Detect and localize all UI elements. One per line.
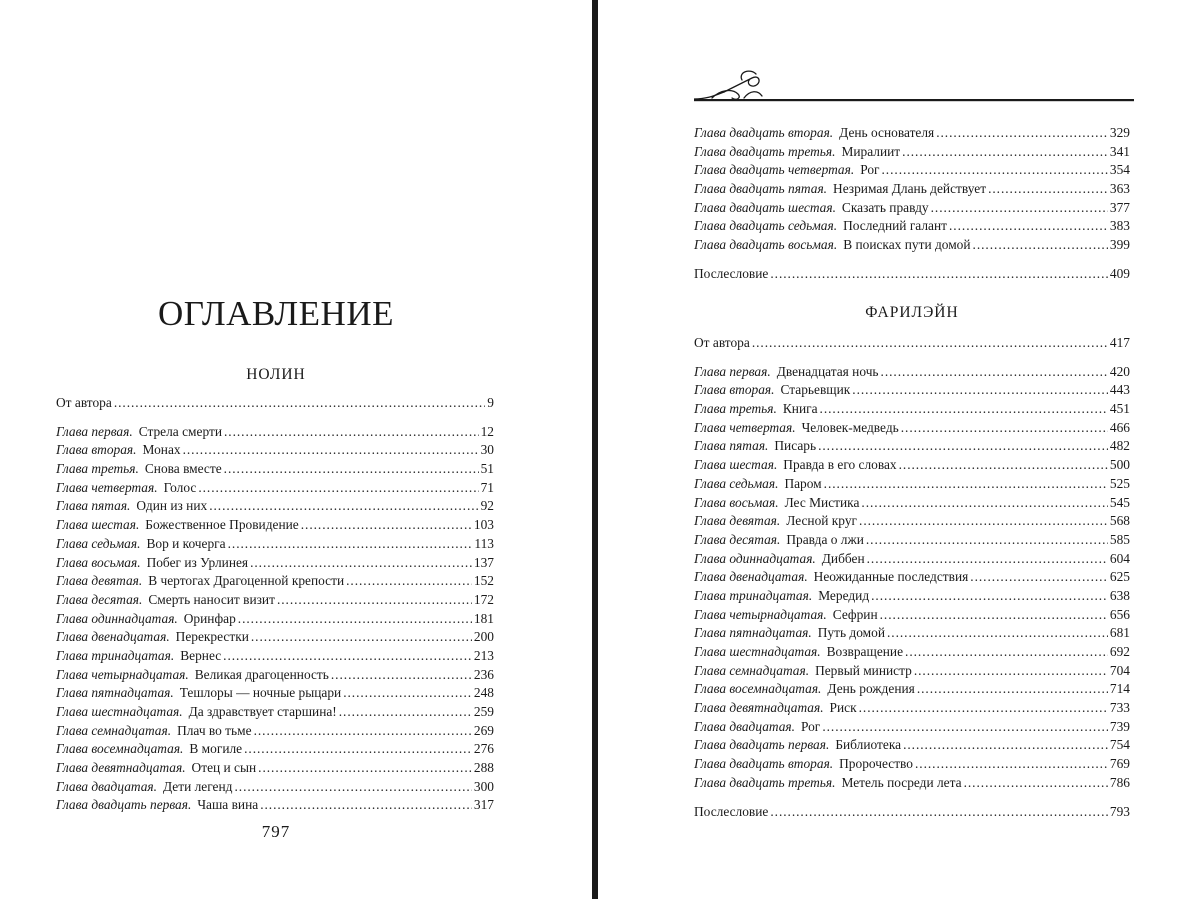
chapter-number: Глава двадцать четвертая. xyxy=(694,162,855,178)
chapter-number: Глава четвертая. xyxy=(56,479,158,495)
chapter-number: Глава первая. xyxy=(56,423,133,439)
chapter-page: 656 xyxy=(1109,606,1130,622)
toc-chapter-entry xyxy=(694,587,1130,606)
chapter-page: 341 xyxy=(1109,143,1130,159)
leader-dots xyxy=(988,180,1108,199)
chapter-number: Глава вторая. xyxy=(56,442,137,458)
chapter-title: В поисках пути домой xyxy=(843,237,971,253)
leader-dots xyxy=(964,774,1108,793)
toc-chapter-entry xyxy=(694,381,1130,400)
chapter-number: Глава двадцать вторая. xyxy=(694,125,834,140)
leader-dots xyxy=(223,647,472,666)
leader-dots xyxy=(914,662,1108,681)
chapter-number: Глава десятая. xyxy=(694,531,781,547)
leader-dots xyxy=(859,699,1108,718)
chapter-title: Вор и кочерга xyxy=(146,535,226,551)
toc-chapter-entry xyxy=(694,755,1130,774)
chapter-page: 525 xyxy=(1109,475,1130,491)
chapter-title: Человек-медведь xyxy=(801,419,899,435)
chapter-number: Глава четырнадцатая. xyxy=(56,666,189,682)
toc-chapter-entry xyxy=(694,217,1130,236)
chapter-title: Мередид xyxy=(818,587,870,603)
chapter-page: 152 xyxy=(473,573,494,589)
chapter-page: 443 xyxy=(1109,382,1130,398)
chapter-title: Паром xyxy=(784,475,822,491)
leader-dots xyxy=(820,400,1108,419)
toc-chapter-entry xyxy=(56,572,494,591)
left-page xyxy=(0,0,592,899)
chapter-title: Возвращение xyxy=(826,644,904,659)
chapter-number: Глава двадцать вторая. xyxy=(694,756,834,772)
toc-chapter-entry xyxy=(694,456,1130,475)
chapter-page: 739 xyxy=(1109,718,1130,734)
chapter-title: Библиотека xyxy=(835,737,902,753)
chapter-number: Глава одиннадцатая. xyxy=(694,550,816,566)
chapter-number: Глава двадцать шестая. xyxy=(694,199,836,215)
toc-chapter-entry xyxy=(694,624,1130,643)
chapter-title: Сказать правду xyxy=(841,199,929,215)
leader-dots xyxy=(818,437,1108,456)
chapter-title: Правда в его словах xyxy=(783,457,897,473)
entry-page: 9 xyxy=(487,395,494,410)
chapter-number: Глава шестая. xyxy=(694,457,778,473)
chapter-title: Великая драгоценность xyxy=(194,666,329,682)
chapter-number: Глава первая. xyxy=(694,363,771,379)
chapter-number: Глава восемнадцатая. xyxy=(56,741,184,757)
toc-chapter-entry xyxy=(694,363,1130,382)
leader-dots xyxy=(770,803,1108,822)
chapter-title: Пророчество xyxy=(839,756,913,772)
leader-dots xyxy=(824,475,1108,494)
chapter-page: 288 xyxy=(473,760,494,776)
toc-chapter-entry xyxy=(56,610,494,629)
chapter-number: Глава пятнадцатая. xyxy=(56,685,174,701)
chapter-number: Глава девятнадцатая. xyxy=(694,700,824,716)
leader-dots xyxy=(224,423,479,442)
section-heading-farilein: ФАРИЛЭЙН xyxy=(865,304,959,321)
leader-dots xyxy=(970,568,1108,587)
chapter-number: Глава шестнадцатая. xyxy=(56,704,183,719)
toc-chapter-entry xyxy=(694,124,1130,143)
chapter-number: Глава пятая. xyxy=(56,498,131,514)
leader-dots xyxy=(866,531,1108,550)
entry-title: От автора xyxy=(694,335,750,350)
toc-chapter-entry xyxy=(694,437,1130,456)
entry-title: Послесловие xyxy=(694,265,769,281)
toc-chapter-entry xyxy=(694,531,1130,550)
chapter-page: 482 xyxy=(1109,438,1130,454)
leader-dots xyxy=(859,512,1108,531)
chapter-title: Снова вместе xyxy=(144,461,222,477)
leader-dots xyxy=(234,778,471,797)
leader-dots xyxy=(949,217,1108,236)
toc-chapter-entry xyxy=(56,722,494,741)
leader-dots xyxy=(901,419,1108,438)
toc-chapter-entry xyxy=(694,236,1130,255)
chapter-title: Путь домой xyxy=(817,625,885,641)
toc-chapter-entry xyxy=(56,703,494,722)
entry-title: От автора xyxy=(56,395,112,410)
chapter-page: 181 xyxy=(473,610,494,626)
chapter-title: Дети легенд xyxy=(163,778,233,794)
chapter-number: Глава двадцать третья. xyxy=(694,774,836,790)
chapter-title: Побег из Урлинея xyxy=(146,554,249,570)
chapter-page: 604 xyxy=(1109,550,1130,566)
toc-chapter-entry xyxy=(694,606,1130,625)
chapter-page: 638 xyxy=(1109,587,1130,603)
chapter-number: Глава третья. xyxy=(694,401,777,417)
toc-chapter-entry xyxy=(56,628,494,647)
chapter-title: Вернес xyxy=(180,647,222,663)
toc-chapter-entry xyxy=(694,494,1130,513)
toc-chapter-entry xyxy=(694,718,1130,737)
toc-chapter-entry xyxy=(56,516,494,535)
chapter-title: Тешлоры — ночные рыцари xyxy=(179,685,342,701)
chapter-entries-cont xyxy=(694,124,1130,255)
chapter-page: 92 xyxy=(480,498,494,514)
toc-chapter-entry xyxy=(56,497,494,516)
chapter-number: Глава восьмая. xyxy=(56,554,141,570)
toc-entry-preface xyxy=(694,334,1130,353)
chapter-page: 71 xyxy=(480,479,494,495)
toc-title: ОГЛАВЛЕНИЕ xyxy=(158,294,394,333)
chapter-title: Писарь xyxy=(774,438,817,454)
toc-chapter-entry xyxy=(56,591,494,610)
leader-dots xyxy=(931,199,1108,218)
chapter-page: 681 xyxy=(1109,625,1130,641)
chapter-number: Глава пятая. xyxy=(694,438,769,454)
leader-dots xyxy=(183,441,479,460)
chapter-title: Рог xyxy=(801,718,821,734)
leader-dots xyxy=(852,381,1108,400)
leader-dots xyxy=(346,572,472,591)
chapter-page: 466 xyxy=(1109,419,1130,435)
chapter-number: Глава двадцать первая. xyxy=(56,797,192,813)
leader-dots xyxy=(867,550,1108,569)
chapter-number: Глава четырнадцатая. xyxy=(694,606,827,622)
chapter-title: Смерть наносит визит xyxy=(148,591,275,607)
toc-chapter-entry xyxy=(694,568,1130,587)
leader-dots xyxy=(917,680,1108,699)
chapter-number: Глава двенадцатая. xyxy=(694,569,808,585)
toc-chapter-entry xyxy=(56,460,494,479)
chapter-title: В могиле xyxy=(189,741,243,757)
chapter-number: Глава одиннадцатая. xyxy=(56,610,178,626)
chapter-page: 585 xyxy=(1109,531,1130,547)
toc-chapter-entry xyxy=(694,512,1130,531)
toc-chapter-entry xyxy=(694,643,1130,662)
chapter-number: Глава двадцатая. xyxy=(56,778,157,794)
toc-chapter-entry xyxy=(694,419,1130,438)
toc-chapter-entry xyxy=(694,199,1130,218)
chapter-page: 137 xyxy=(473,554,494,570)
chapter-page: 172 xyxy=(473,591,494,607)
toc-chapter-entry xyxy=(56,740,494,759)
chapter-title: Плач во тьме xyxy=(177,722,252,738)
chapter-title: Риск xyxy=(829,700,857,716)
toc-entry-afterword-1 xyxy=(694,265,1130,284)
chapter-number: Глава девятая. xyxy=(694,513,781,529)
leader-dots xyxy=(905,643,1108,662)
chapter-page: 269 xyxy=(473,722,494,738)
chapter-number: Глава четвертая. xyxy=(694,419,796,435)
chapter-page: 704 xyxy=(1109,662,1130,678)
toc-chapter-entry xyxy=(56,441,494,460)
chapter-page: 12 xyxy=(480,423,494,439)
chapter-page: 399 xyxy=(1109,237,1130,253)
chapter-number: Глава шестнадцатая. xyxy=(694,644,821,659)
chapter-number: Глава седьмая. xyxy=(694,475,779,491)
chapter-number: Глава шестая. xyxy=(56,517,140,533)
chapter-page: 786 xyxy=(1109,774,1130,790)
toc-chapter-entry xyxy=(694,680,1130,699)
chapter-number: Глава десятая. xyxy=(56,591,143,607)
leader-dots xyxy=(260,796,472,815)
leader-dots xyxy=(198,479,478,498)
toc-chapter-entry xyxy=(56,479,494,498)
chapter-number: Глава двадцать первая. xyxy=(694,737,830,753)
leader-dots xyxy=(254,722,472,741)
chapter-page: 377 xyxy=(1109,199,1130,215)
toc-chapter-entry xyxy=(56,796,494,815)
chapter-page: 383 xyxy=(1109,218,1130,234)
leader-dots xyxy=(209,497,478,516)
chapter-title: Последний галант xyxy=(843,218,948,234)
leader-dots xyxy=(871,587,1108,606)
chapter-page: 769 xyxy=(1109,756,1130,772)
leader-dots xyxy=(973,236,1108,255)
chapter-page: 420 xyxy=(1109,363,1130,379)
chapter-number: Глава пятнадцатая. xyxy=(694,625,812,641)
toc-list-nolin xyxy=(56,394,494,815)
chapter-number: Глава двенадцатая. xyxy=(56,629,170,645)
leader-dots xyxy=(343,684,472,703)
leader-dots xyxy=(244,740,472,759)
leader-dots xyxy=(936,124,1108,143)
chapter-title: Незримая Длань действует xyxy=(833,181,987,197)
leader-dots xyxy=(915,755,1108,774)
chapter-page: 300 xyxy=(473,778,494,794)
toc-chapter-entry xyxy=(694,550,1130,569)
toc-entry-preface xyxy=(56,394,494,413)
chapter-page: 733 xyxy=(1109,700,1130,716)
chapter-page: 329 xyxy=(1109,125,1130,140)
entry-page: 409 xyxy=(1109,265,1130,281)
chapter-number: Глава семнадцатая. xyxy=(694,662,810,678)
leader-dots xyxy=(861,494,1108,513)
chapter-page: 103 xyxy=(473,517,494,533)
chapter-page: 213 xyxy=(473,647,494,663)
leader-dots xyxy=(822,718,1108,737)
toc-chapter-entry xyxy=(694,161,1130,180)
toc-chapter-entry xyxy=(56,423,494,442)
leader-dots xyxy=(238,610,472,629)
chapter-number: Глава семнадцатая. xyxy=(56,722,172,738)
chapter-page: 451 xyxy=(1109,401,1130,417)
chapter-title: Да здравствует старшина! xyxy=(188,704,337,719)
chapter-title: День рождения xyxy=(827,681,915,697)
chapter-title: Старьевщик xyxy=(780,382,851,398)
leader-dots xyxy=(331,666,472,685)
chapter-page: 363 xyxy=(1109,181,1130,197)
chapter-title: Диббен xyxy=(821,550,865,566)
leader-dots xyxy=(880,606,1108,625)
chapter-title: Миралиит xyxy=(841,143,901,159)
chapter-page: 113 xyxy=(474,535,494,551)
chapter-title: Первый министр xyxy=(815,662,912,678)
section-heading-nolin: НОЛИН xyxy=(246,366,306,383)
chapter-title: Оринфар xyxy=(183,610,236,626)
chapter-number: Глава двадцатая. xyxy=(694,718,795,734)
toc-chapter-entry xyxy=(694,699,1130,718)
chapter-title: Голос xyxy=(163,479,197,495)
chapter-page: 714 xyxy=(1109,681,1130,697)
chapter-title: Метель посреди лета xyxy=(841,774,962,790)
chapter-page: 625 xyxy=(1109,569,1130,585)
chapter-title: Чаша вина xyxy=(197,797,259,813)
swirl-ornament-icon xyxy=(694,68,1134,104)
chapter-page: 317 xyxy=(473,797,494,813)
chapter-number: Глава тринадцатая. xyxy=(694,587,813,603)
leader-dots xyxy=(770,265,1108,284)
chapter-number: Глава двадцать седьмая. xyxy=(694,218,838,234)
leader-dots xyxy=(258,759,472,778)
chapter-title: День основателя xyxy=(839,125,935,140)
chapter-number: Глава седьмая. xyxy=(56,535,141,551)
chapter-title: Перекрестки xyxy=(175,629,249,645)
chapter-page: 51 xyxy=(480,461,494,477)
toc-chapter-entry xyxy=(56,684,494,703)
chapter-number: Глава третья. xyxy=(56,461,139,477)
chapter-title: Стрела смерти xyxy=(138,423,222,439)
leader-dots xyxy=(250,554,472,573)
toc-chapter-entry xyxy=(56,759,494,778)
toc-chapter-entry xyxy=(56,666,494,685)
toc-chapter-entry xyxy=(694,180,1130,199)
chapter-number: Глава вторая. xyxy=(694,382,775,398)
chapter-number: Глава двадцать третья. xyxy=(694,143,836,159)
chapter-title: Правда о лжи xyxy=(786,531,864,547)
entry-page: 793 xyxy=(1109,803,1130,819)
toc-chapter-entry xyxy=(694,400,1130,419)
chapter-number: Глава двадцать восьмая. xyxy=(694,237,838,253)
chapter-number: Глава восемнадцатая. xyxy=(694,681,822,697)
toc-chapter-entry xyxy=(694,774,1130,793)
chapter-title: Неожиданные последствия xyxy=(813,569,969,585)
chapter-title: Лесной круг xyxy=(786,513,858,529)
chapter-title: Двенадцатая ночь xyxy=(776,363,879,379)
chapter-page: 354 xyxy=(1109,162,1130,178)
chapter-number: Глава двадцать пятая. xyxy=(694,181,828,197)
leader-dots xyxy=(882,161,1108,180)
chapter-number: Глава девятая. xyxy=(56,573,143,589)
leader-dots xyxy=(277,591,472,610)
chapter-number: Глава тринадцатая. xyxy=(56,647,175,663)
chapter-page: 200 xyxy=(473,629,494,645)
chapter-page: 259 xyxy=(473,704,494,719)
toc-list-nolin-cont xyxy=(694,124,1130,284)
toc-list-farilein xyxy=(694,334,1130,821)
leader-dots xyxy=(899,456,1108,475)
chapter-page: 754 xyxy=(1109,737,1130,753)
chapter-title: Отец и сын xyxy=(191,760,257,776)
toc-chapter-entry xyxy=(56,647,494,666)
chapter-title: В чертогах Драгоценной крепости xyxy=(148,573,345,589)
toc-chapter-entry xyxy=(694,736,1130,755)
page-folio: 797 xyxy=(261,822,291,841)
chapter-entries xyxy=(56,423,494,815)
right-page xyxy=(598,0,1187,899)
entry-title: Послесловие xyxy=(694,803,769,819)
leader-dots xyxy=(224,460,479,479)
toc-entry-afterword-2 xyxy=(694,803,1130,822)
chapter-page: 500 xyxy=(1109,457,1130,473)
leader-dots xyxy=(114,394,485,413)
leader-dots xyxy=(339,703,472,722)
chapter-page: 30 xyxy=(480,442,494,458)
leader-dots xyxy=(887,624,1108,643)
chapter-title: Сефрин xyxy=(832,606,878,622)
leader-dots xyxy=(251,628,472,647)
chapter-page: 236 xyxy=(473,666,494,682)
chapter-title: Божественное Провидение xyxy=(145,517,299,533)
toc-chapter-entry xyxy=(56,778,494,797)
chapter-title: Рог xyxy=(860,162,880,178)
chapter-page: 276 xyxy=(473,741,494,757)
leader-dots xyxy=(752,334,1108,353)
chapter-entries xyxy=(694,363,1130,793)
toc-chapter-entry xyxy=(56,535,494,554)
leader-dots xyxy=(881,363,1108,382)
chapter-title: Монах xyxy=(142,442,181,458)
chapter-page: 692 xyxy=(1109,644,1130,659)
toc-chapter-entry xyxy=(694,475,1130,494)
chapter-number: Глава восьмая. xyxy=(694,494,779,510)
chapter-title: Один из них xyxy=(136,498,208,514)
leader-dots xyxy=(301,516,472,535)
toc-chapter-entry xyxy=(56,554,494,573)
toc-chapter-entry xyxy=(694,143,1130,162)
chapter-page: 248 xyxy=(473,685,494,701)
leader-dots xyxy=(228,535,473,554)
chapter-title: Лес Мистика xyxy=(784,494,860,510)
leader-dots xyxy=(903,736,1108,755)
chapter-number: Глава девятнадцатая. xyxy=(56,760,186,776)
leader-dots xyxy=(902,143,1108,162)
toc-chapter-entry xyxy=(694,662,1130,681)
entry-page: 417 xyxy=(1109,335,1130,350)
chapter-page: 545 xyxy=(1109,494,1130,510)
chapter-page: 568 xyxy=(1109,513,1130,529)
chapter-title: Книга xyxy=(782,401,818,417)
